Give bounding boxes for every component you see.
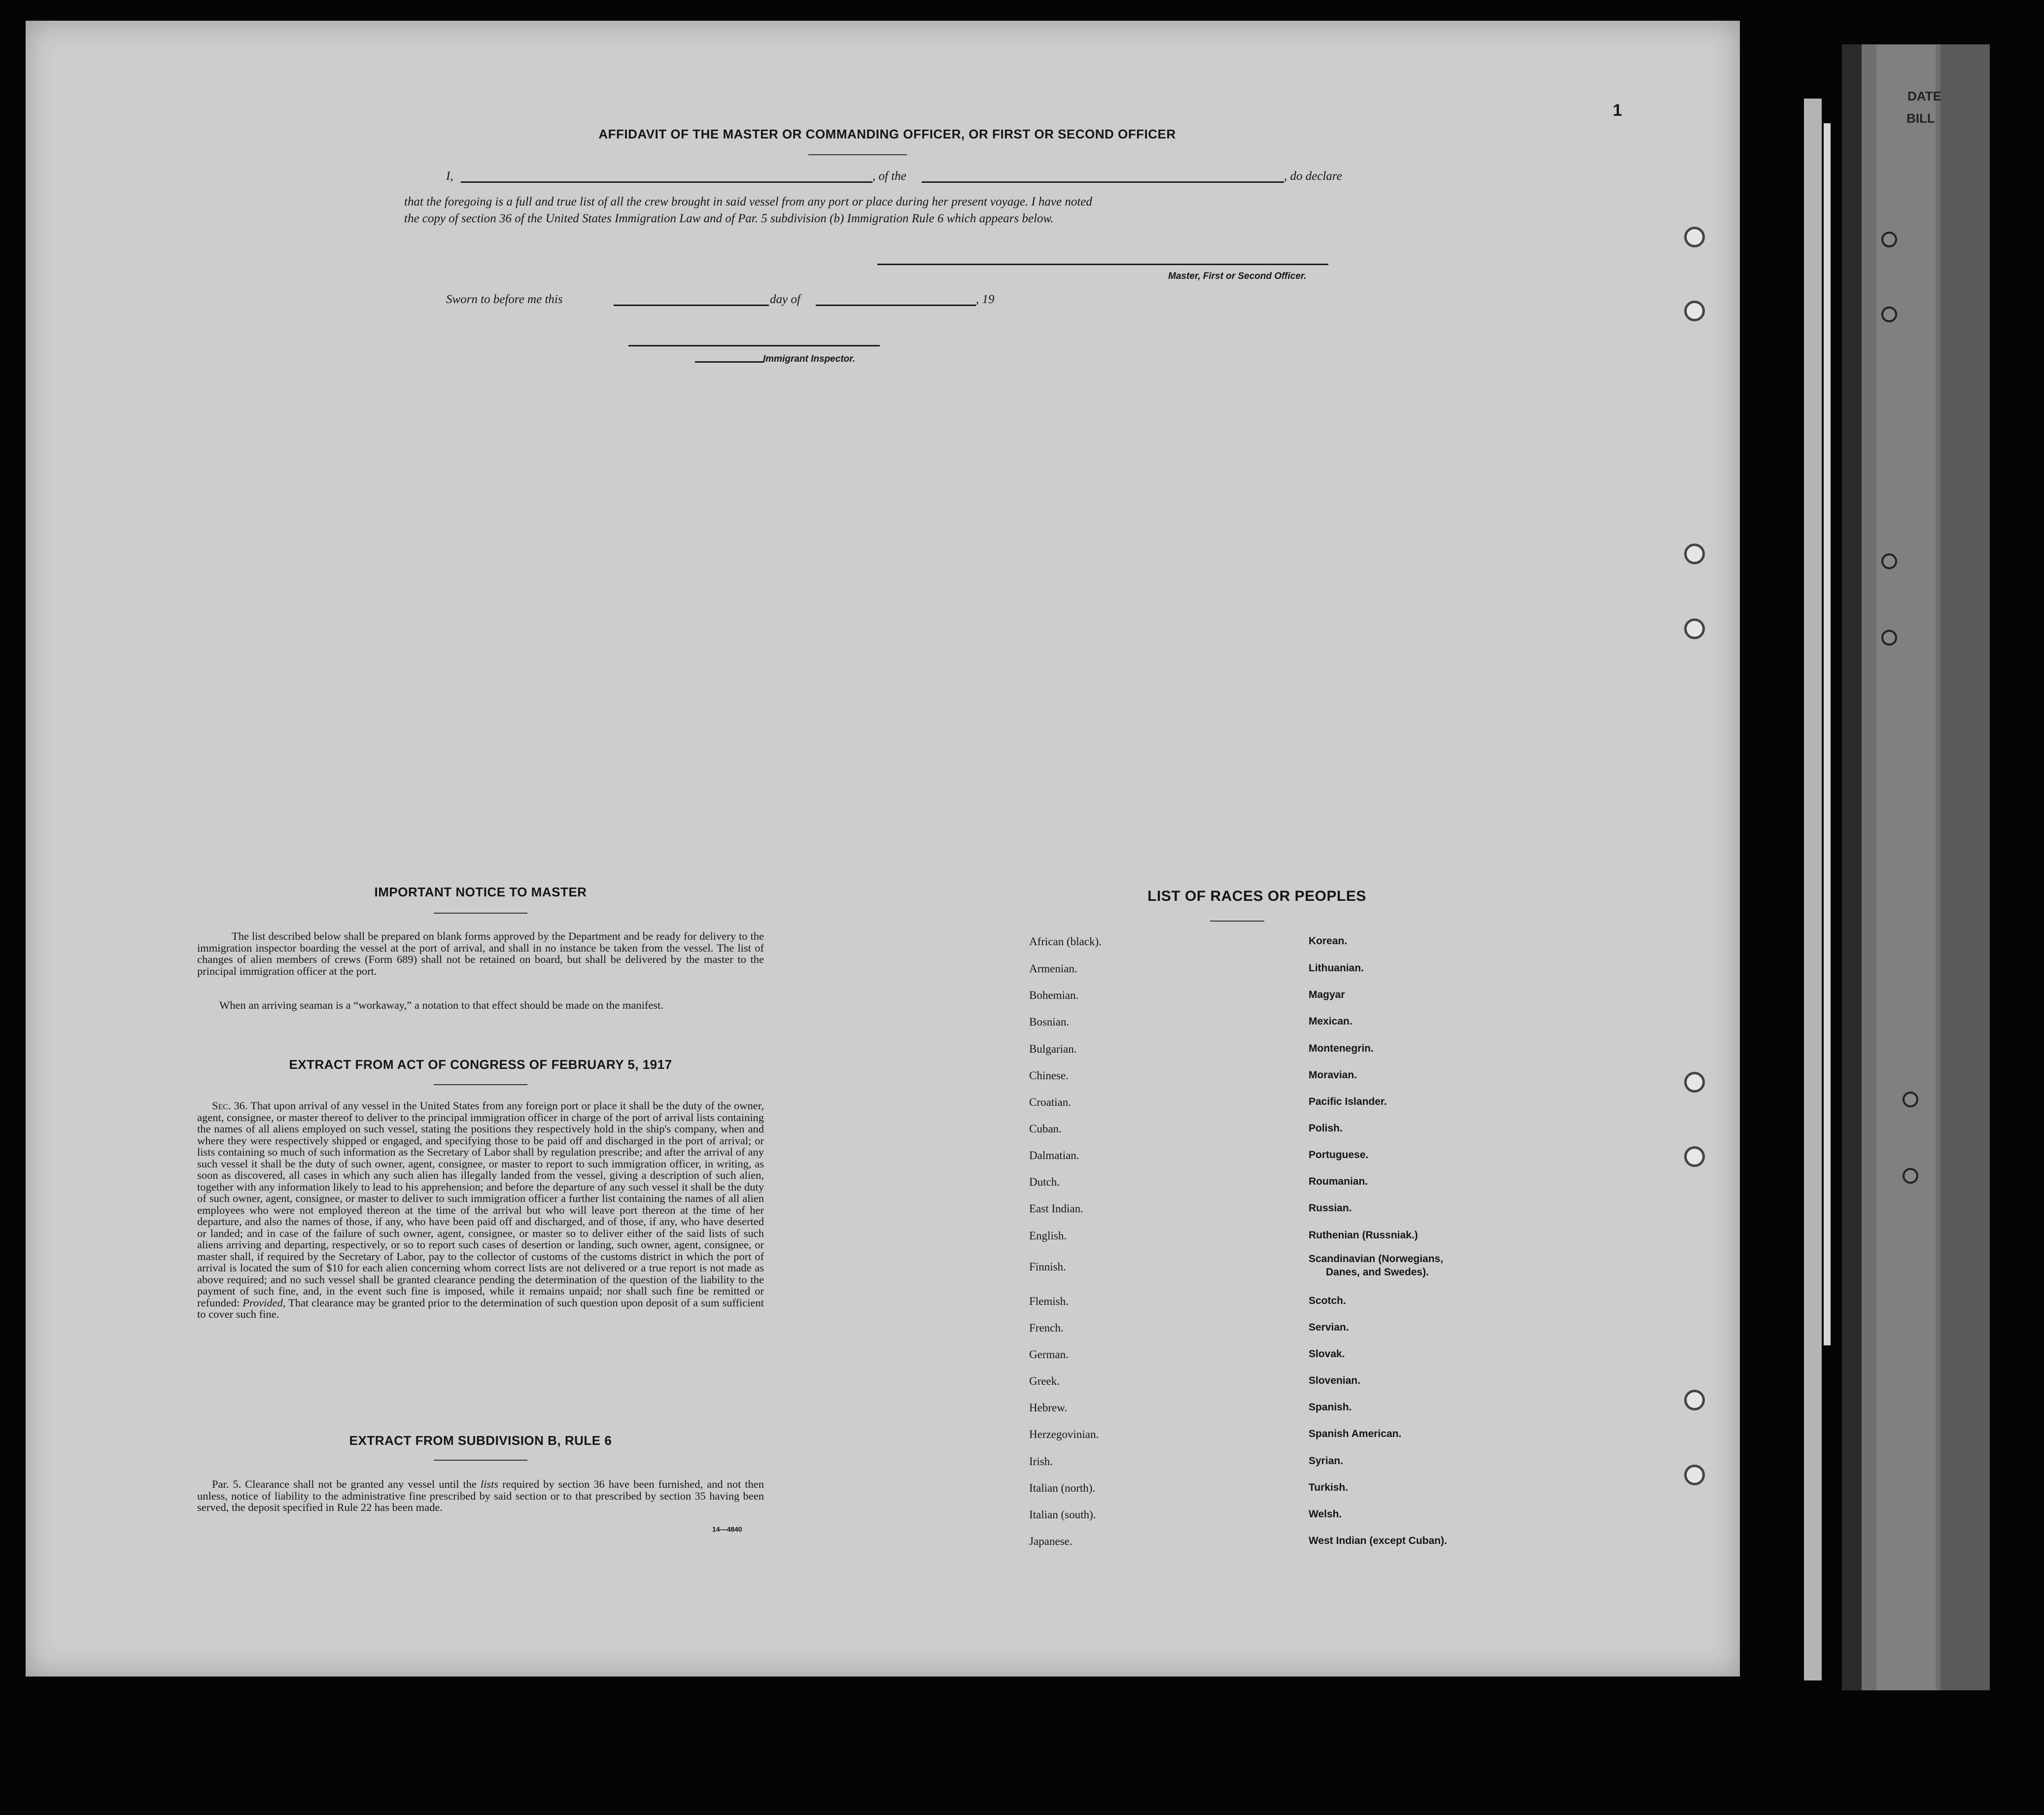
rule-text-a: Par. 5. Clearance shall not be granted any vessel until the [212, 1478, 477, 1490]
extract-act-rule [434, 1084, 527, 1085]
provided-term: Provided, [243, 1296, 286, 1309]
race-item: Pacific Islander. [1309, 1096, 1387, 1107]
extract-act-text [197, 1100, 764, 1320]
race-item: German. [1029, 1348, 1069, 1361]
rule-lists-term: lists [480, 1478, 499, 1490]
affidavit-title: AFFIDAVIT OF THE MASTER OR COMMANDING OFFICER, OR FIRST OR SECOND OFFICER [598, 127, 1176, 141]
race-item: Finnish. [1029, 1261, 1066, 1273]
sworn-label: Sworn to before me this [446, 293, 563, 306]
inspector-signature-field[interactable] [628, 345, 880, 346]
section-body: That upon arrival of any vessel in the United States from any foreign port or place it shall be the duty of the owner, agent, consignee, or master thereof to deliver to the principal immigration officer in charge of the port of arrival lists containing the names of all aliens employed on such vessel, stating the positions they respectively hold in the ship's company, when and where they were respectively shipped or engaged, and specifying those to be paid off and discharged in the port of arrival; or lists containing so much of such information as the Secretary of Labor shall by regulation prescribe; and after the arrival of any such vessel it shall be the duty of such owner, agent, consignee, or master to report to such immigration officer, in writing, as soon as discovered, all cases in which any such alien has illegally landed from the vessel, giving a description of such alien, together with any information likely to lead to his apprehension; and before the departure of any such vessel it shall be the duty of such owner, agent, consignee, or master to deliver to such immigration officer a further list containing the names of all alien employees who were not employed thereon at the time of the arrival but who will leave port thereon at the time of her departure, and also the names of those, if any, who have been paid off and discharged, and of those, if any, who have deserted or landed; and in case of the failure of such owner, agent, consignee, or master so to deliver either of the said lists of such aliens arriving and departing, respectively, or so to report such cases of desertion or landing, such owner, agent, consignee, or master shall, if required by the Secretary of Labor, pay to the collector of customs of the customs district in which the port of arrival is located the sum of $10 for each alien concerning whom correct lists are not delivered or a true report is not made as above required; and no such vessel shall be granted clearance pending the determination of the question of the liability to the payment of such fine, and, in the event such fine is imposed, while it remains unpaid; nor shall such fine be remitted or refunded: [197, 1099, 764, 1309]
race-item: Portuguese. [1309, 1149, 1369, 1161]
race-item: Moravian. [1309, 1069, 1357, 1081]
edge-label-date: DATE [1907, 89, 1941, 103]
race-item: Ruthenian (Russniak.) [1309, 1230, 1418, 1241]
sworn-month-field[interactable] [816, 305, 976, 306]
extract-rule-rule [434, 1460, 527, 1461]
race-item: Spanish American. [1309, 1428, 1402, 1439]
race-item: Spanish. [1309, 1402, 1352, 1413]
notice-paragraph-2: When an arriving seaman is a “workaway,” a notation to that effect should be made on the manifest. [219, 999, 663, 1011]
race-item: Roumanian. [1309, 1176, 1368, 1187]
page-edge [1804, 99, 1822, 1680]
affidavit-line-3: the copy of section 36 of the United States Immigration Law and of Par. 5 subdivision (b) Immigration Rule 6 which appears below. [404, 212, 1054, 225]
affidavit-of-label: , of the [872, 170, 906, 183]
name-field[interactable] [461, 181, 872, 183]
race-item: Magyar [1309, 989, 1345, 1000]
title-rule [808, 154, 907, 155]
binder-hole-icon [1881, 232, 1897, 247]
race-item: African (black). [1029, 935, 1102, 948]
extract-act-title: EXTRACT FROM ACT OF CONGRESS OF FEBRUARY 5, 1917 [289, 1057, 672, 1072]
punch-hole-icon [1684, 301, 1705, 321]
race-item: Armenian. [1029, 962, 1077, 975]
year-label: , 19 [976, 293, 995, 306]
race-item: Syrian. [1309, 1455, 1344, 1467]
extract-rule-title: EXTRACT FROM SUBDIVISION B, RULE 6 [349, 1433, 612, 1448]
sworn-day-field[interactable] [614, 305, 769, 306]
race-item: Welsh. [1309, 1508, 1342, 1520]
race-item: Polish. [1309, 1123, 1343, 1134]
races-title: LIST OF RACES OR PEOPLES [1147, 888, 1366, 904]
punch-hole-icon [1684, 544, 1705, 564]
section-label: Sec. 36. [212, 1099, 248, 1112]
notice-paragraph-1: The list described below shall be prepared on blank forms approved by the Department and be ready for delivery to the immigration inspector boarding the vessel at the port of arrival, and shall in no instance be taken from the vessel. The list of changes of alien members of crews (Form 689) shall not be retained on board, but shall be delivered by the master to the principal immigration officer at the port. [197, 930, 764, 977]
affidavit-i-label: I, [446, 170, 453, 183]
race-item: Scotch. [1309, 1295, 1346, 1306]
race-item: West Indian (except Cuban). [1309, 1535, 1447, 1546]
race-item: Greek. [1029, 1375, 1060, 1387]
master-signature-label: Master, First or Second Officer. [1168, 271, 1307, 281]
race-item: Bosnian. [1029, 1016, 1070, 1028]
race-item: English. [1029, 1230, 1067, 1242]
punch-hole-icon [1684, 1390, 1705, 1410]
page-edge-inner [1824, 123, 1831, 1345]
race-item: Servian. [1309, 1322, 1349, 1333]
race-item: Bohemian. [1029, 989, 1079, 1001]
affidavit-declare-label: , do declare [1284, 170, 1342, 183]
race-item: Cuban. [1029, 1123, 1062, 1135]
race-item: Irish. [1029, 1455, 1053, 1468]
race-item: Scandinavian (Norwegians, [1309, 1253, 1444, 1265]
punch-hole-icon [1684, 227, 1705, 247]
affidavit-line-2: that the foregoing is a full and true list of all the crew brought in said vessel from any port or place during her present voyage. I have noted [404, 195, 1092, 208]
inspector-label: Immigrant Inspector. [763, 354, 855, 364]
race-item: East Indian. [1029, 1202, 1083, 1215]
race-item: Lithuanian. [1309, 962, 1364, 974]
binder-hole-icon [1881, 630, 1897, 646]
binder-hole-icon [1881, 553, 1897, 569]
race-item: Italian (south). [1029, 1508, 1096, 1521]
page-number: 1 [1613, 101, 1623, 120]
section-body-end: That clearance may be granted prior to the determination of such question upon deposit of a sum sufficient to cover such fine. [197, 1296, 764, 1320]
race-item: Turkish. [1309, 1482, 1349, 1493]
race-item: Montenegrin. [1309, 1043, 1374, 1054]
race-item: Mexican. [1309, 1016, 1352, 1027]
race-item: Dalmatian. [1029, 1149, 1079, 1162]
punch-hole-icon [1684, 1146, 1705, 1167]
binder-hole-icon [1903, 1092, 1918, 1107]
punch-hole-icon [1684, 618, 1705, 639]
notice-rule [434, 913, 527, 914]
race-item: Chinese. [1029, 1069, 1069, 1082]
race-item: Japanese. [1029, 1535, 1073, 1547]
document-page [26, 21, 1740, 1677]
binder-hole-icon [1881, 307, 1897, 322]
race-item: Russian. [1309, 1202, 1352, 1214]
race-item: Slovenian. [1309, 1375, 1361, 1386]
rule-text-b: required by section 36 have been furnished, and not then unless, notice of liability to the administrative fine prescribed by said section or to that prescribed by section 35 having been served, the deposit specified in Rule 22 has been made. [197, 1478, 764, 1513]
binder-hole-icon [1903, 1168, 1918, 1184]
master-signature-field[interactable] [877, 264, 1328, 265]
race-item: Dutch. [1029, 1176, 1060, 1188]
race-item: Hebrew. [1029, 1402, 1068, 1414]
race-item: Italian (north). [1029, 1482, 1096, 1494]
edge-label-bill: BILL [1906, 111, 1935, 126]
punch-hole-icon [1684, 1465, 1705, 1485]
binder-strip [1842, 44, 1990, 1690]
form-number: 14—4840 [712, 1525, 742, 1533]
races-rule [1210, 921, 1264, 922]
inspector-underline [695, 361, 764, 363]
race-item: Bulgarian. [1029, 1043, 1077, 1055]
race-item: Croatian. [1029, 1096, 1071, 1108]
punch-hole-icon [1684, 1072, 1705, 1093]
race-item-continued: Danes, and Swedes). [1326, 1267, 1429, 1278]
vessel-field[interactable] [922, 181, 1284, 183]
extract-rule-text [197, 1478, 764, 1513]
day-of-label: day of [770, 293, 800, 306]
race-item: Slovak. [1309, 1348, 1345, 1360]
race-item: Flemish. [1029, 1295, 1069, 1307]
race-item: Korean. [1309, 935, 1348, 947]
race-item: French. [1029, 1322, 1064, 1334]
notice-title: IMPORTANT NOTICE TO MASTER [374, 885, 587, 899]
race-item: Herzegovinian. [1029, 1428, 1099, 1440]
